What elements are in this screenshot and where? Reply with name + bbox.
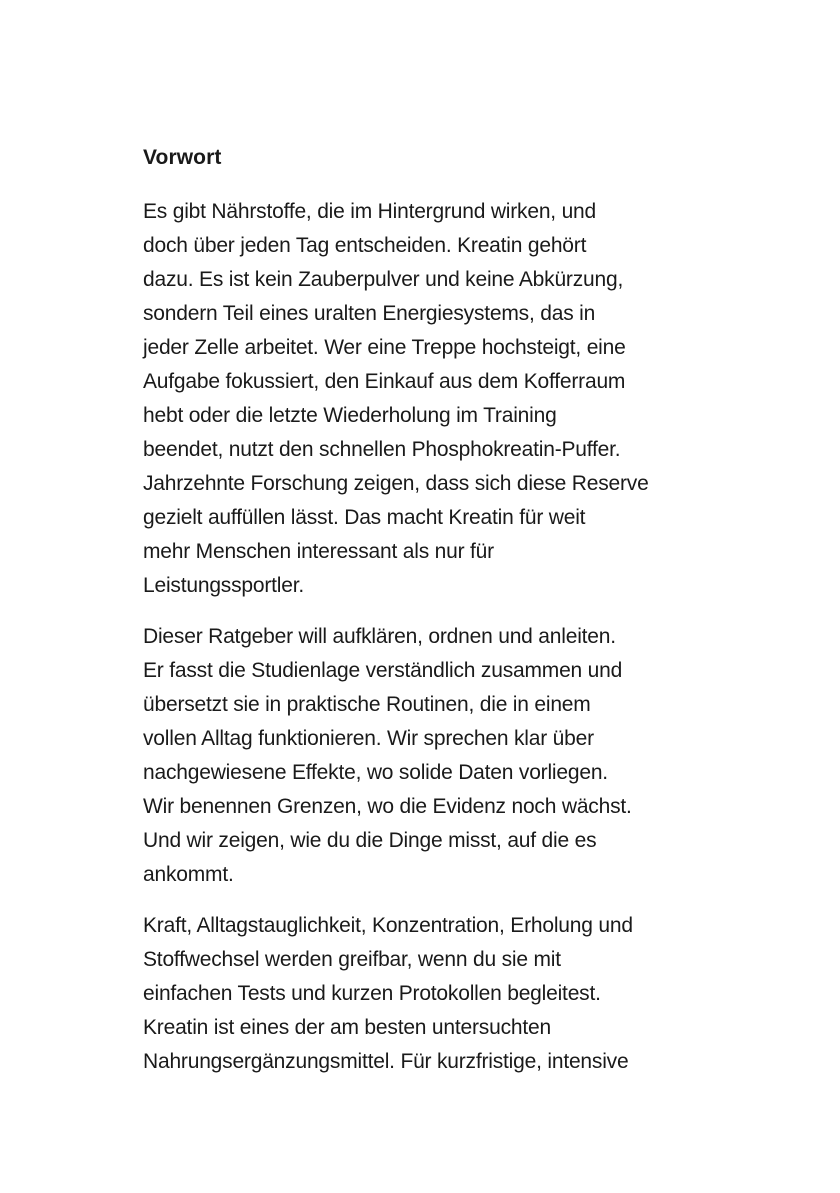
text-line: beendet, nutzt den schnellen Phosphokreatin-Puffer. xyxy=(143,438,621,461)
text-line: Jahrzehnte Forschung zeigen, dass sich diese Reserve xyxy=(143,472,649,495)
text-line: einfachen Tests und kurzen Protokollen begleitest. xyxy=(143,982,601,1005)
text-line: Nahrungsergänzungsmittel. Für kurzfristige, intensive xyxy=(143,1050,629,1073)
text-line: hebt oder die letzte Wiederholung im Training xyxy=(143,404,557,427)
text-line: Dieser Ratgeber will aufklären, ordnen und anleiten. xyxy=(143,625,616,648)
paragraph-1 xyxy=(143,195,723,603)
text-line: gezielt auffüllen lässt. Das macht Kreatin für weit xyxy=(143,506,586,529)
text-line: dazu. Es ist kein Zauberpulver und keine Abkürzung, xyxy=(143,268,624,291)
text-line: Es gibt Nährstoffe, die im Hintergrund wirken, und xyxy=(143,200,597,223)
text-line: Aufgabe fokussiert, den Einkauf aus dem Kofferraum xyxy=(143,370,626,393)
text-line: Kreatin ist eines der am besten untersuchten xyxy=(143,1016,551,1039)
text-line: doch über jeden Tag entscheiden. Kreatin gehört xyxy=(143,234,587,257)
text-line: Kraft, Alltagstauglichkeit, Konzentration, Erholung und xyxy=(143,914,633,937)
text-line: mehr Menschen interessant als nur für xyxy=(143,540,494,563)
text-line: ankommt. xyxy=(143,863,234,886)
text-line: Er fasst die Studienlage verständlich zusammen und xyxy=(143,659,623,682)
paragraph-3 xyxy=(143,909,723,1079)
text-line: übersetzt sie in praktische Routinen, die in einem xyxy=(143,693,591,716)
paragraph-2 xyxy=(143,620,723,892)
text-line: vollen Alltag funktionieren. Wir sprechen klar über xyxy=(143,727,594,750)
section-heading: Vorwort xyxy=(143,146,222,169)
text-line: Wir benennen Grenzen, wo die Evidenz noch wächst. xyxy=(143,795,632,818)
text-line: sondern Teil eines uralten Energiesystems, das in xyxy=(143,302,596,325)
text-line: Und wir zeigen, wie du die Dinge misst, auf die es xyxy=(143,829,597,852)
text-line: Leistungssportler. xyxy=(143,574,304,597)
text-line: nachgewiesene Effekte, wo solide Daten vorliegen. xyxy=(143,761,608,784)
text-line: Stoffwechsel werden greifbar, wenn du sie mit xyxy=(143,948,561,971)
page-content xyxy=(143,141,723,1096)
text-line: jeder Zelle arbeitet. Wer eine Treppe hochsteigt, eine xyxy=(143,336,626,359)
